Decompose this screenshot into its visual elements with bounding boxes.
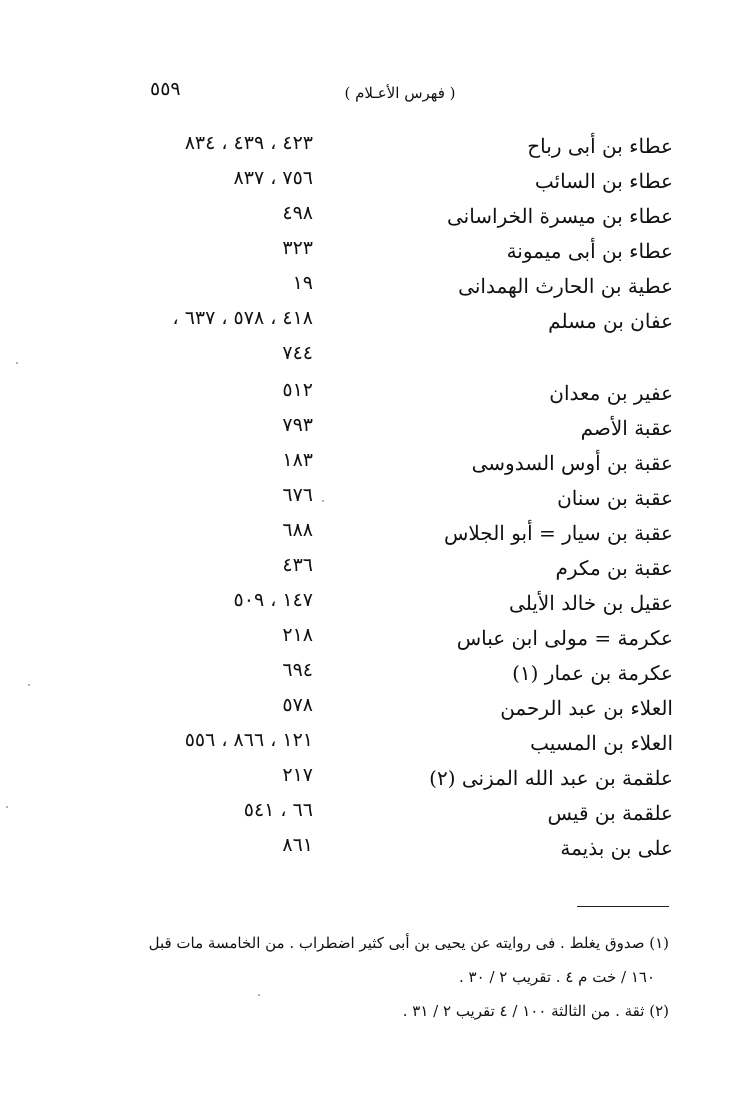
footnotes	[79, 926, 669, 1028]
entry-name: عقبة بن مكرم	[555, 556, 673, 580]
entry-name: علقمة بن عبد الله المزنى (٢)	[429, 766, 673, 790]
index-entry	[0, 449, 749, 484]
entry-pages: ٦٦ ، ٥٤١	[243, 799, 313, 821]
scan-speck	[6, 806, 8, 808]
entry-pages: ٢١٨	[282, 624, 313, 646]
entry-pages: ١٢١ ، ٨٦٦ ، ٥٥٦	[184, 729, 313, 751]
entry-name: العلاء بن عبد الرحمن	[500, 696, 673, 720]
entry-name: عقبة بن أوس السدوسى	[471, 451, 673, 475]
index-entry	[0, 799, 749, 834]
entry-pages: ٦٩٤	[282, 659, 313, 681]
index-entry	[0, 519, 749, 554]
entry-name: عقبة الأصم	[580, 416, 673, 440]
entry-pages: ٨٦١	[282, 834, 313, 856]
running-title: ( فهرس الأعـلام )	[344, 84, 456, 102]
entry-pages: ٧٩٣	[282, 414, 313, 436]
footnote-1-line-2: ١٦٠ / خت م ٤ . تقريب ٢ / ٣٠ .	[459, 968, 655, 986]
index-entry	[0, 237, 749, 272]
entry-name: عكرمة = مولى ابن عباس	[456, 626, 673, 650]
index-entry	[0, 694, 749, 729]
entry-name: العلاء بن المسيب	[530, 731, 673, 755]
index-entry	[0, 307, 749, 342]
index-entry	[0, 379, 749, 414]
index-entry	[0, 414, 749, 449]
index-entry	[0, 589, 749, 624]
entry-pages: ٢١٧	[282, 764, 313, 786]
entry-name: عفير بن معدان	[549, 381, 673, 405]
entry-name: عطاء بن ميسرة الخراسانى	[446, 204, 673, 228]
index-entry	[0, 554, 749, 589]
entry-name: عطاء بن السائب	[534, 169, 673, 193]
scan-speck	[322, 500, 324, 502]
index-entry	[0, 132, 749, 167]
entry-pages: ٥٧٨	[282, 694, 313, 716]
entry-name: عطاء بن أبى ميمونة	[506, 239, 673, 263]
footnote-separator	[577, 906, 669, 907]
entry-pages: ١٨٣	[282, 449, 313, 471]
index-entry	[0, 729, 749, 764]
entry-pages: ٥١٢	[282, 379, 313, 401]
entry-name: عطاء بن أبى رباح	[527, 134, 673, 158]
index-entry	[0, 659, 749, 694]
scan-speck	[28, 684, 30, 686]
footnote-2: (٢) ثقة . من الثالثة ١٠٠ / ٤ تقريب ٢ / ٣١ .	[402, 1002, 669, 1020]
entry-pages: ١٤٧ ، ٥٠٩	[233, 589, 313, 611]
page-number: ٥٥٩	[150, 78, 181, 100]
entry-name: عطية بن الحارث الهمدانى	[458, 274, 673, 298]
entry-name: عكرمة بن عمار (١)	[512, 661, 673, 685]
entry-pages: ٦٨٨	[282, 519, 313, 541]
entry-pages: ٧٥٦ ، ٨٣٧	[233, 167, 313, 189]
entry-name: عفان بن مسلم	[548, 309, 673, 333]
entry-pages: ٦٧٦	[282, 484, 313, 506]
entry-pages: ٤١٨ ، ٥٧٨ ، ٦٣٧ ،	[172, 307, 313, 329]
scan-speck	[16, 362, 18, 364]
index-entry-continuation	[0, 342, 749, 379]
index-entry	[0, 202, 749, 237]
index-entry	[0, 272, 749, 307]
footnote-1-line-1: (١) صدوق يغلط . فى روايته عن يحيى بن أبى كثير اضطراب . من الخامسة مات قبل	[148, 934, 669, 952]
entry-name: عقبة بن سيار = أبو الجلاس	[443, 521, 673, 545]
entry-name: على بن بذيمة	[560, 836, 673, 860]
entry-pages: ٣٢٣	[282, 237, 313, 259]
entry-pages: ٤٣٦	[282, 554, 313, 576]
index-entry	[0, 764, 749, 799]
entry-pages: ٤٢٣ ، ٤٣٩ ، ٨٣٤	[184, 132, 313, 154]
entry-name: علقمة بن قيس	[547, 801, 673, 825]
entry-pages: ٧٤٤	[282, 342, 313, 364]
index-entries	[0, 132, 749, 869]
scan-speck	[258, 994, 260, 996]
index-entry	[0, 834, 749, 869]
entry-pages: ١٩	[292, 272, 313, 294]
index-entry	[0, 484, 749, 519]
index-entry	[0, 167, 749, 202]
entry-name: عقيل بن خالد الأيلى	[509, 591, 673, 615]
entry-name: عقبة بن سنان	[557, 486, 673, 510]
index-entry	[0, 624, 749, 659]
page-header	[0, 78, 749, 108]
entry-pages: ٤٩٨	[282, 202, 313, 224]
